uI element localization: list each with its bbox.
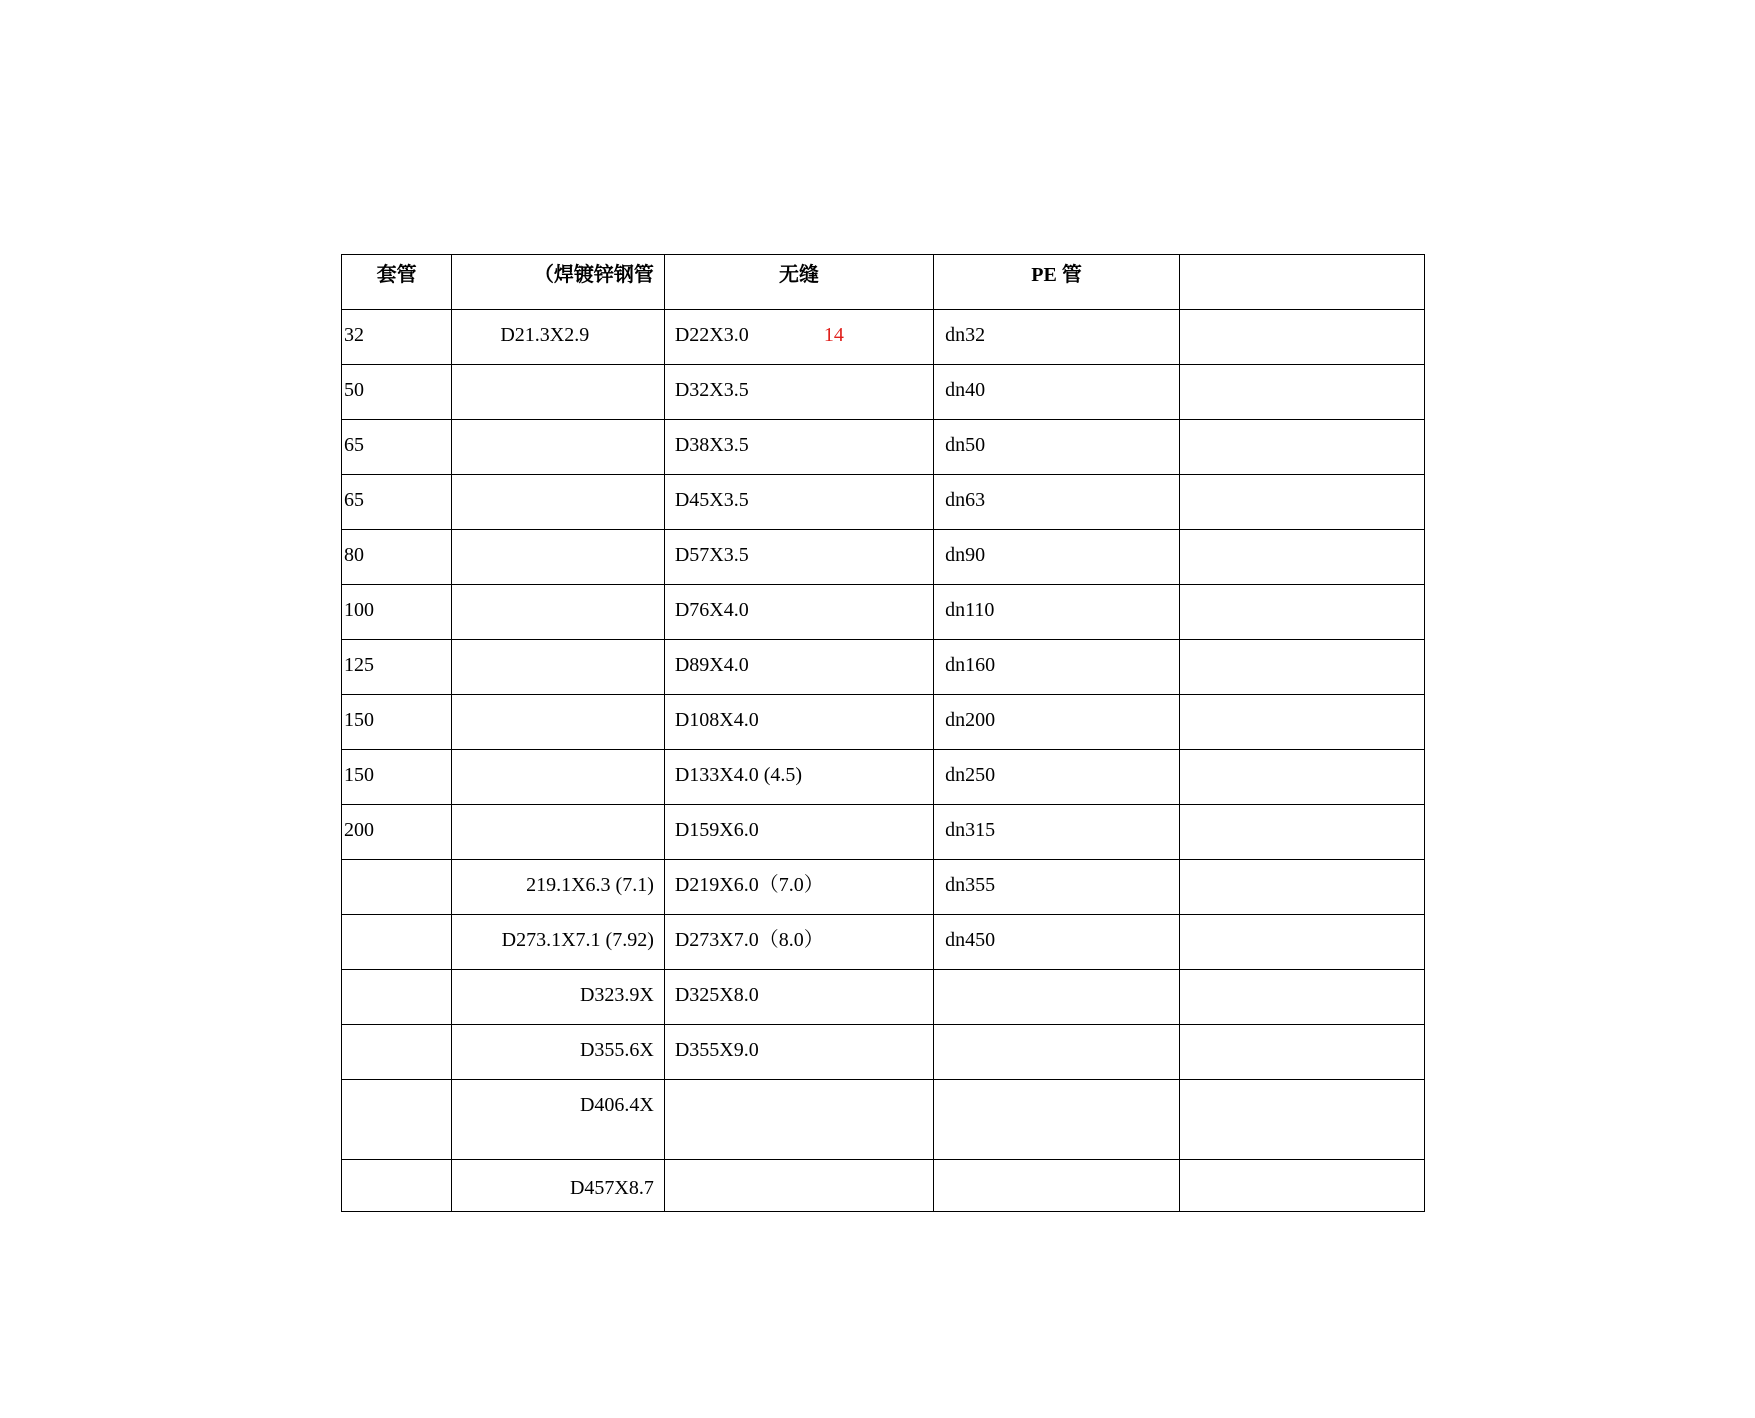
- cell-pe: [934, 805, 1180, 860]
- cell-seamless-text: D38X3.5: [674, 434, 749, 456]
- cell-seamless: [664, 750, 933, 805]
- cell-pe-text: [934, 1160, 1179, 1176]
- cell-casing: [342, 365, 452, 420]
- table-row: [342, 310, 1425, 365]
- cell-pe-text: dn110: [945, 599, 995, 621]
- cell-casing: [342, 695, 452, 750]
- cell-seamless: [664, 365, 933, 420]
- table-row: [342, 1025, 1425, 1080]
- cell-empty: [1180, 1160, 1425, 1212]
- cell-seamless-text: D45X3.5: [674, 489, 749, 511]
- cell-empty: [1180, 970, 1425, 1025]
- cell-seamless-text: D159X6.0: [674, 819, 759, 841]
- cell-welded: [452, 420, 665, 475]
- cell-welded-text: [452, 695, 664, 708]
- cell-casing-text: [342, 1080, 451, 1093]
- cell-casing-text: [342, 1025, 451, 1038]
- cell-casing-text: 150: [344, 764, 374, 786]
- cell-casing-text: 32: [344, 324, 364, 346]
- cell-seamless: [664, 1025, 933, 1080]
- cell-empty: [1180, 640, 1425, 695]
- cell-seamless-text: [665, 1160, 933, 1176]
- cell-welded: [452, 365, 665, 420]
- cell-empty-text: [1180, 805, 1424, 818]
- pipe-size-table: [341, 254, 1425, 1212]
- cell-welded-text: [452, 475, 664, 488]
- cell-pe: [934, 1160, 1180, 1212]
- cell-welded-text: D323.9X: [579, 984, 654, 1006]
- cell-casing-text: [342, 860, 451, 873]
- cell-welded: [452, 970, 665, 1025]
- cell-pe: [934, 750, 1180, 805]
- table-body: [342, 255, 1425, 1212]
- cell-pe-text: dn32: [945, 324, 986, 346]
- cell-empty-text: [1180, 310, 1424, 323]
- header-empty: [1180, 255, 1425, 310]
- cell-casing: [342, 805, 452, 860]
- cell-welded-text: 219.1X6.3 (7.1): [526, 874, 654, 896]
- cell-empty-text: [1180, 1025, 1424, 1038]
- cell-pe-text: dn63: [945, 489, 986, 511]
- cell-pe-text: dn355: [945, 874, 996, 896]
- table-row: [342, 1080, 1425, 1160]
- header-welded-galvanized-label: （焊镀锌钢管: [533, 264, 654, 286]
- cell-pe: [934, 860, 1180, 915]
- cell-empty-text: [1180, 915, 1424, 928]
- header-empty-label: [1180, 259, 1424, 263]
- cell-welded: [452, 860, 665, 915]
- cell-welded-text: [452, 530, 664, 543]
- cell-seamless: [664, 640, 933, 695]
- cell-empty-text: [1180, 1080, 1424, 1093]
- cell-casing: [342, 1080, 452, 1160]
- cell-welded-text: [452, 585, 664, 598]
- cell-pe: [934, 1080, 1180, 1160]
- cell-pe-text: dn160: [945, 654, 996, 676]
- cell-pe-text: dn40: [945, 379, 986, 401]
- cell-empty-text: [1180, 695, 1424, 708]
- cell-pe-text: dn50: [945, 434, 986, 456]
- cell-pe-text: dn450: [945, 929, 996, 951]
- table-row: [342, 860, 1425, 915]
- cell-empty: [1180, 365, 1425, 420]
- cell-seamless: [664, 420, 933, 475]
- table-row: [342, 805, 1425, 860]
- cell-empty: [1180, 915, 1425, 970]
- cell-empty-text: [1180, 420, 1424, 433]
- cell-empty-text: [1180, 475, 1424, 488]
- header-casing: [342, 255, 452, 310]
- cell-empty-text: [1180, 585, 1424, 598]
- cell-casing: [342, 420, 452, 475]
- cell-welded: [452, 750, 665, 805]
- cell-casing: [342, 640, 452, 695]
- cell-welded: [452, 475, 665, 530]
- cell-empty: [1180, 860, 1425, 915]
- cell-empty-text: [1180, 365, 1424, 378]
- table-row: [342, 365, 1425, 420]
- table-row: [342, 695, 1425, 750]
- cell-seamless-text: D89X4.0: [674, 654, 749, 676]
- table-row: [342, 1160, 1425, 1212]
- cell-empty: [1180, 585, 1425, 640]
- cell-pe: [934, 475, 1180, 530]
- cell-seamless-text: D133X4.0 (4.5): [674, 764, 803, 786]
- cell-welded: [452, 530, 665, 585]
- cell-welded-text: D355.6X: [579, 1039, 654, 1061]
- cell-casing-text: [342, 1160, 451, 1176]
- cell-empty-text: [1180, 1160, 1424, 1176]
- cell-casing: [342, 475, 452, 530]
- cell-welded-text: [452, 420, 664, 433]
- red-note: 14: [823, 324, 844, 346]
- cell-seamless-text: D57X3.5: [674, 544, 749, 566]
- cell-welded-text: [452, 640, 664, 653]
- cell-empty: [1180, 310, 1425, 365]
- cell-seamless: [664, 310, 933, 365]
- table-row: [342, 750, 1425, 805]
- cell-pe: [934, 695, 1180, 750]
- cell-welded: [452, 1160, 665, 1212]
- cell-seamless: [664, 860, 933, 915]
- cell-pe-text: [934, 1025, 1179, 1038]
- cell-pe: [934, 585, 1180, 640]
- table-row: [342, 475, 1425, 530]
- cell-seamless: [664, 1080, 933, 1160]
- table-row: [342, 420, 1425, 475]
- cell-casing: [342, 310, 452, 365]
- cell-seamless: [664, 585, 933, 640]
- cell-casing-text: 80: [344, 544, 364, 566]
- cell-casing-text: [342, 915, 451, 928]
- cell-casing-text: 125: [344, 654, 374, 676]
- cell-seamless-text: [665, 1080, 933, 1093]
- header-casing-label: 套管: [376, 264, 417, 286]
- cell-welded: [452, 1080, 665, 1160]
- cell-welded-text: D457X8.7: [569, 1177, 654, 1199]
- cell-empty: [1180, 750, 1425, 805]
- cell-empty: [1180, 1025, 1425, 1080]
- cell-pe-text: [934, 970, 1179, 983]
- cell-casing-text: 200: [344, 819, 374, 841]
- cell-seamless-text: D76X4.0: [674, 599, 749, 621]
- cell-empty-text: [1180, 750, 1424, 763]
- cell-welded-text: D273.1X7.1 (7.92): [501, 929, 654, 951]
- header-seamless-label: 无缝: [778, 264, 819, 286]
- cell-pe: [934, 365, 1180, 420]
- cell-seamless-text: D273X7.0（8.0）: [674, 929, 824, 951]
- cell-seamless-text: D22X3.0: [674, 324, 749, 346]
- cell-casing-text: [342, 970, 451, 983]
- cell-pe-text: dn200: [945, 709, 996, 731]
- cell-seamless: [664, 970, 933, 1025]
- cell-casing: [342, 970, 452, 1025]
- cell-casing-text: 150: [344, 709, 374, 731]
- cell-seamless: [664, 530, 933, 585]
- cell-empty: [1180, 475, 1425, 530]
- cell-seamless: [664, 915, 933, 970]
- cell-pe-text: dn315: [945, 819, 996, 841]
- cell-pe: [934, 640, 1180, 695]
- cell-casing: [342, 915, 452, 970]
- cell-casing: [342, 860, 452, 915]
- cell-pe: [934, 970, 1180, 1025]
- cell-casing-text: 65: [344, 434, 364, 456]
- cell-empty: [1180, 1080, 1425, 1160]
- cell-pe: [934, 420, 1180, 475]
- cell-welded-text: D406.4X: [579, 1094, 654, 1116]
- cell-empty-text: [1180, 640, 1424, 653]
- cell-empty-text: [1180, 530, 1424, 543]
- cell-casing-text: 50: [344, 379, 364, 401]
- cell-pe: [934, 310, 1180, 365]
- header-pe: [934, 255, 1180, 310]
- cell-empty-text: [1180, 860, 1424, 873]
- cell-casing: [342, 530, 452, 585]
- cell-pe: [934, 530, 1180, 585]
- cell-welded: [452, 640, 665, 695]
- cell-welded-text: [452, 750, 664, 763]
- cell-empty-text: [1180, 970, 1424, 983]
- header-row: [342, 255, 1425, 310]
- cell-pe-text: dn90: [945, 544, 986, 566]
- cell-welded: [452, 310, 665, 365]
- cell-pe: [934, 915, 1180, 970]
- cell-seamless-text: D219X6.0（7.0）: [674, 874, 824, 896]
- cell-casing: [342, 750, 452, 805]
- cell-welded-text: [452, 805, 664, 818]
- cell-casing: [342, 585, 452, 640]
- cell-welded-text: D21.3X2.9: [500, 324, 590, 346]
- cell-empty: [1180, 695, 1425, 750]
- table-row: [342, 640, 1425, 695]
- cell-seamless: [664, 475, 933, 530]
- table-row: [342, 585, 1425, 640]
- cell-casing: [342, 1160, 452, 1212]
- cell-welded-text: [452, 365, 664, 378]
- cell-casing: [342, 1025, 452, 1080]
- cell-casing-text: 65: [344, 489, 364, 511]
- cell-seamless: [664, 695, 933, 750]
- header-seamless: [664, 255, 933, 310]
- cell-seamless-text: D108X4.0: [674, 709, 759, 731]
- cell-welded: [452, 915, 665, 970]
- cell-pe-text: [934, 1080, 1179, 1093]
- cell-welded: [452, 695, 665, 750]
- cell-empty: [1180, 805, 1425, 860]
- header-pe-label: PE 管: [1031, 264, 1082, 286]
- cell-seamless: [664, 805, 933, 860]
- cell-welded: [452, 1025, 665, 1080]
- table-row: [342, 915, 1425, 970]
- cell-pe: [934, 1025, 1180, 1080]
- cell-casing-text: 100: [344, 599, 374, 621]
- cell-welded: [452, 585, 665, 640]
- cell-empty: [1180, 420, 1425, 475]
- cell-seamless-text: D355X9.0: [674, 1039, 759, 1061]
- cell-pe-text: dn250: [945, 764, 996, 786]
- cell-welded: [452, 805, 665, 860]
- cell-seamless-text: D32X3.5: [674, 379, 749, 401]
- table-row: [342, 530, 1425, 585]
- cell-empty: [1180, 530, 1425, 585]
- cell-seamless: [664, 1160, 933, 1212]
- cell-seamless-text: D325X8.0: [674, 984, 759, 1006]
- header-welded-galvanized: [452, 255, 665, 310]
- table-row: [342, 970, 1425, 1025]
